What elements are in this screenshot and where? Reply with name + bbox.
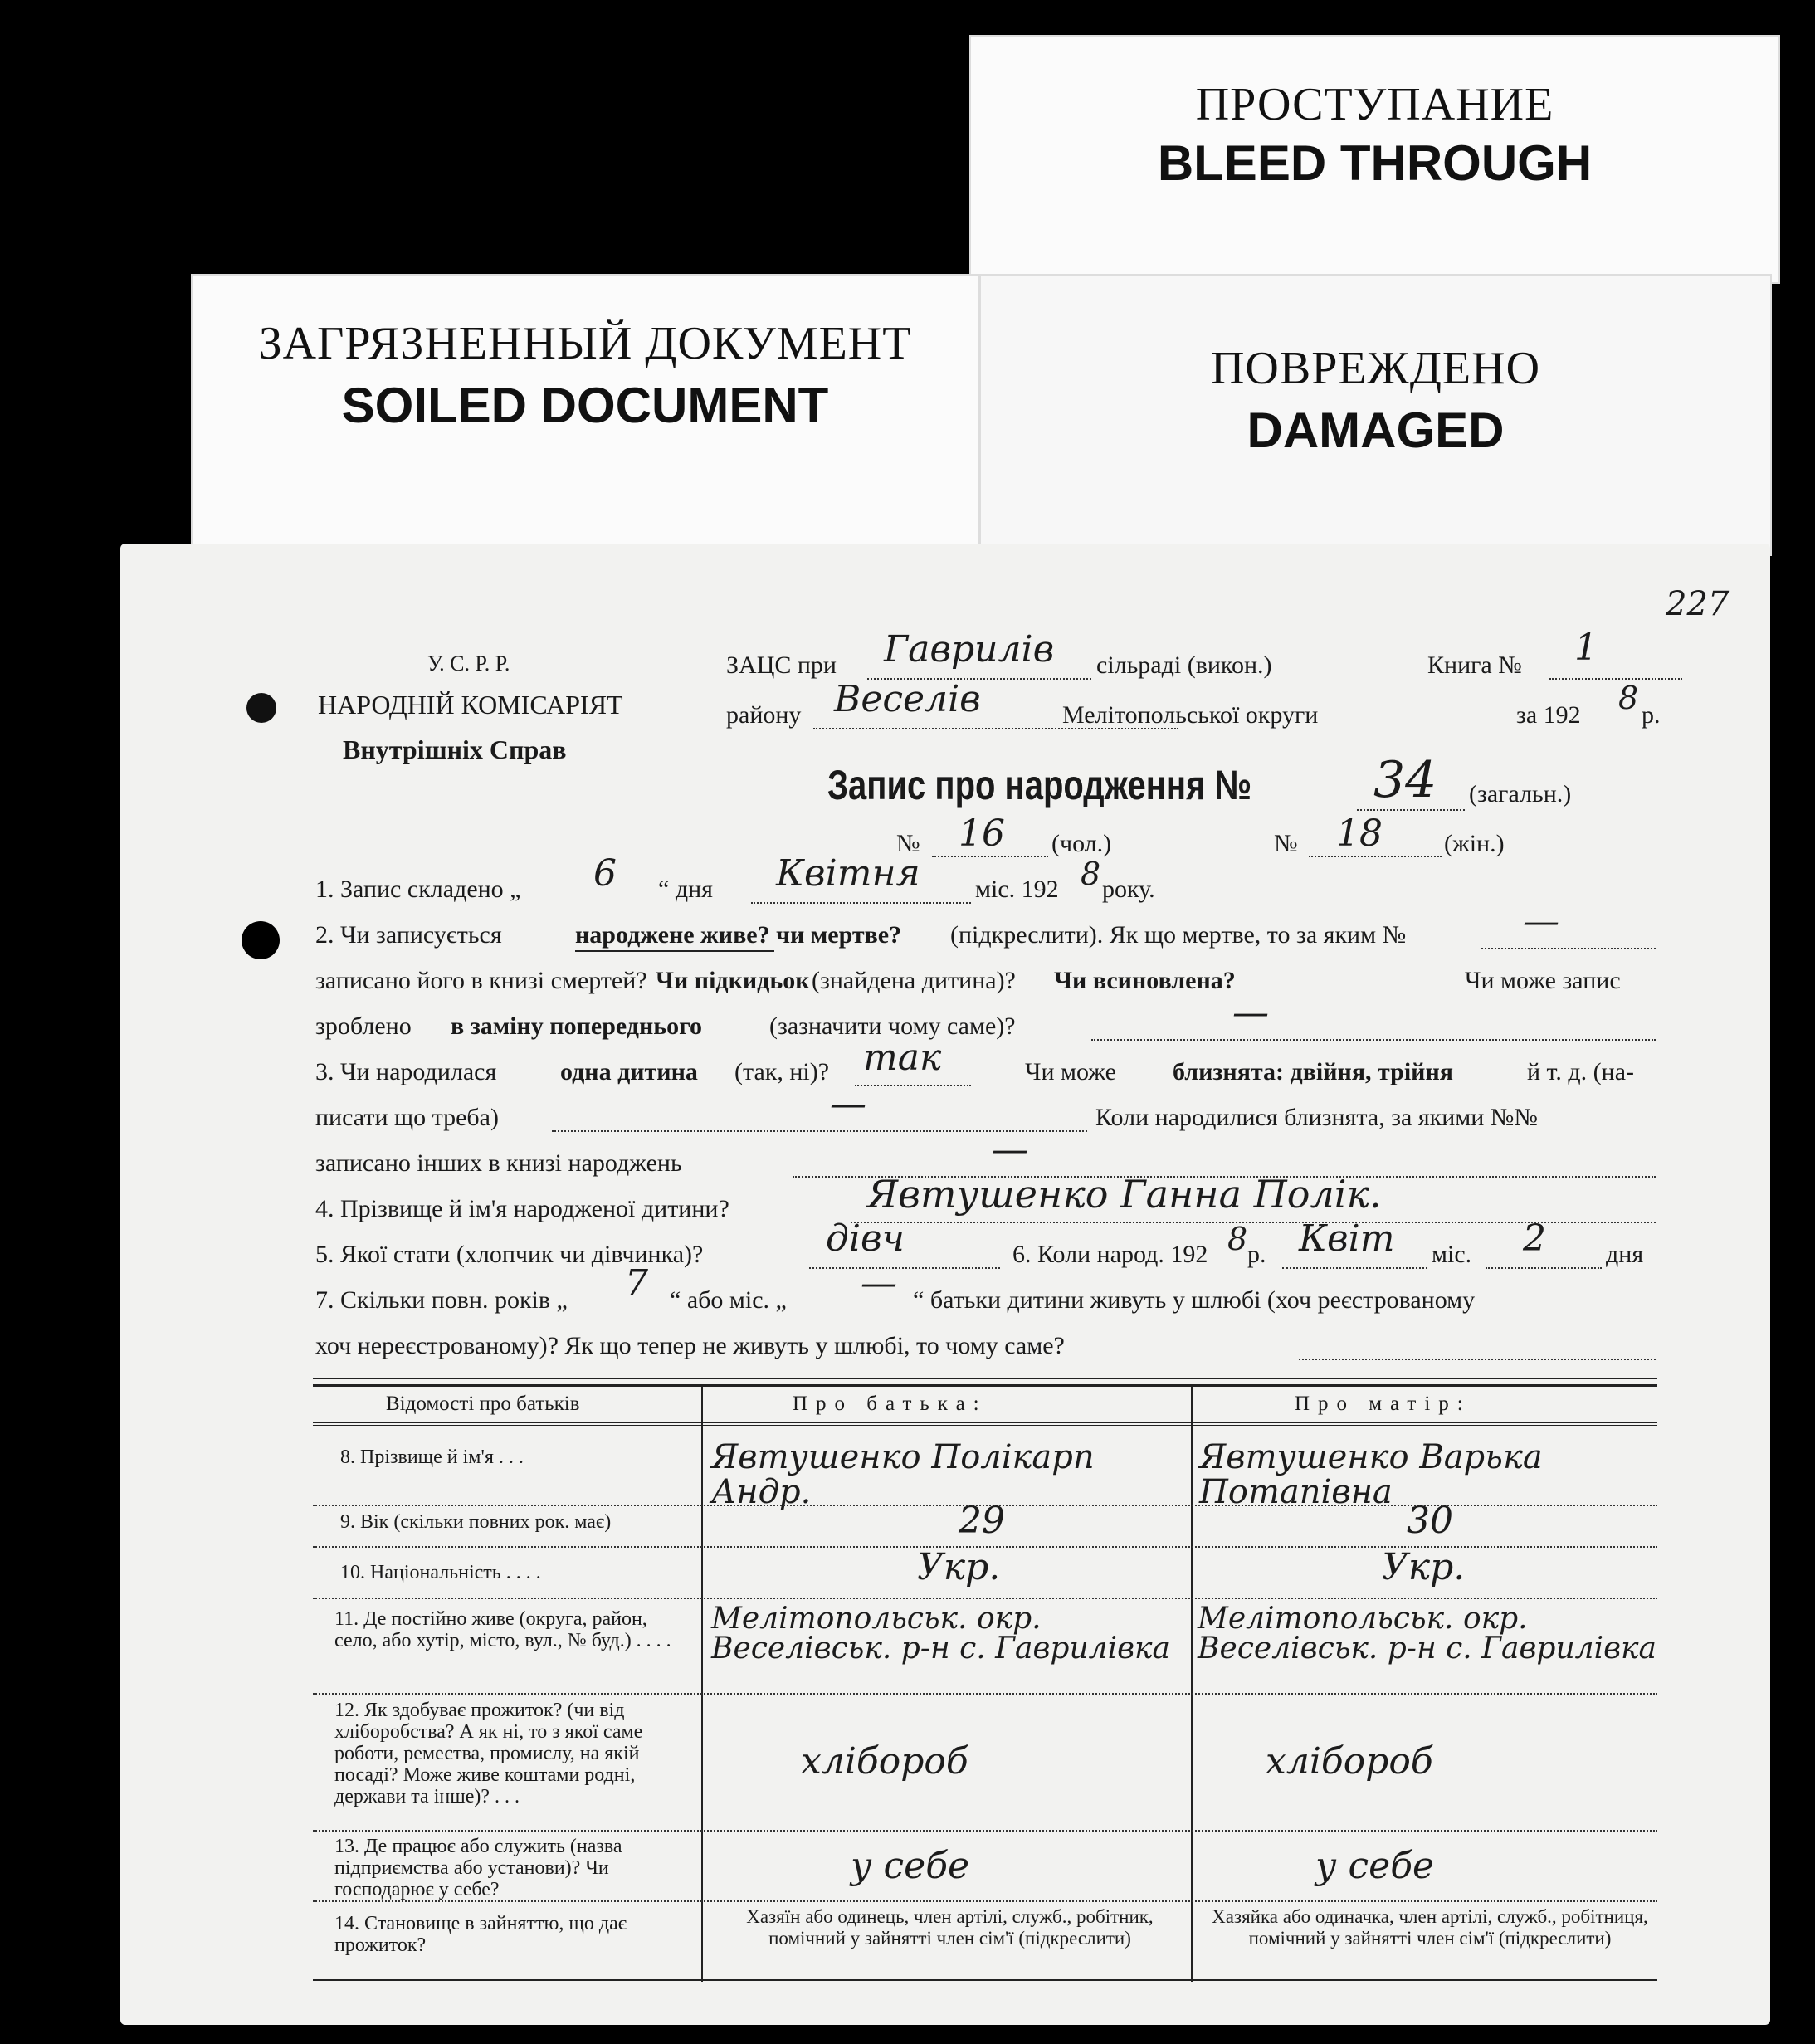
- record-title: Запис про народження №: [827, 762, 1252, 808]
- q3-line3: записано інших в книзі народжень: [315, 1149, 682, 1177]
- row11-mother: Мелітопольськ. окр. Веселівськ. р-н с. Гаврилівка: [1198, 1602, 1657, 1666]
- q6-month-label: міс.: [1432, 1241, 1472, 1268]
- row-divider: [313, 1598, 1657, 1599]
- q3-label: 3. Чи народилася: [315, 1058, 497, 1085]
- male-no-label: №: [896, 830, 920, 857]
- q3-line3-value: —: [992, 1129, 1028, 1171]
- birth-record-form: [120, 544, 1770, 2025]
- row9-label: 9. Вік (скільки повних рок. має): [340, 1511, 612, 1533]
- q6-month: Квіт: [1299, 1217, 1395, 1260]
- village-value: Гаврилів: [884, 628, 1055, 671]
- table-rule: [313, 1384, 1657, 1387]
- row12-mother: хлібороб: [1266, 1740, 1433, 1783]
- q3-d: Чи може: [1025, 1058, 1116, 1085]
- bleed-through-label: [969, 35, 1780, 284]
- zags-prefix: ЗАЦС при: [726, 651, 837, 679]
- org-commissariat: НАРОДНІЙ КОМІСАРІЯТ: [318, 690, 623, 720]
- punch-hole: [246, 693, 276, 723]
- soiled-document-label: [191, 274, 979, 556]
- q2-underline: [575, 950, 774, 952]
- table-col-divider: [1191, 1384, 1193, 1982]
- q6-year-digit: 8: [1227, 1221, 1248, 1257]
- q1-month: Квітня: [776, 852, 920, 895]
- q6-month-line: [1282, 1267, 1427, 1269]
- selrada-label: сільраді (викон.): [1096, 651, 1272, 679]
- year-suffix: р.: [1642, 701, 1661, 729]
- org-ussr: У. С. Р. Р.: [427, 651, 510, 676]
- row10-father: Укр.: [917, 1546, 1001, 1588]
- q2-line2-a: записано його в книзі смертей?: [315, 967, 647, 994]
- row-divider: [313, 1830, 1657, 1832]
- row14-label: 14. Становище в зайняттю, що дає прожиток?: [334, 1913, 627, 1956]
- row8-father: Явтушенко Полікарп Андр.: [711, 1438, 1095, 1511]
- q2-line2-e: Чи може запис: [1465, 967, 1621, 994]
- q2-adopted: Чи всиновлена?: [1054, 967, 1236, 994]
- q2-line2-c: (знайдена дитина)?: [812, 967, 1016, 994]
- q3-line2-value: —: [830, 1083, 866, 1125]
- female-no-label: №: [1274, 830, 1298, 857]
- q2-death-line: [1481, 948, 1656, 949]
- q7-line2-line: [1299, 1359, 1656, 1360]
- q7-months-label: “ або міс. „: [670, 1286, 787, 1314]
- rayon-label: району: [726, 701, 802, 729]
- male-number: 16: [959, 812, 1005, 855]
- q2-line3-line: [1091, 1039, 1656, 1041]
- soiled-document-ru: ЗАГРЯЗНЕННЫЙ ДОКУМЕНТ: [258, 318, 912, 369]
- q4-value: Явтушенко Ганна Полік.: [867, 1172, 1382, 1217]
- rayon-value: Веселів: [834, 678, 981, 720]
- male-label: (чол.): [1051, 830, 1112, 857]
- damaged-ru: ПОВРЕЖДЕНО: [1210, 343, 1541, 394]
- q7-label: 7. Скільки повн. років „: [315, 1286, 568, 1314]
- row8-mother: Явтушенко Варька Потапівна: [1199, 1438, 1543, 1511]
- q2-line3-value: —: [1232, 992, 1269, 1034]
- row11-label: 11. Де постійно живе (округа, район, село, або хутір, місто, вул., № буд.) . . . .: [334, 1608, 671, 1651]
- q4-label: 4. Прізвище й ім'я народженої дитини?: [315, 1195, 729, 1222]
- table-bottom-rule: [313, 1979, 1657, 1981]
- row14-father: Хазяїн або одинець, член артілі, служб., робітник, помічний у зайнятті член сім'ї (підкреслити): [746, 1906, 1154, 1949]
- row13-father: у себе: [851, 1845, 970, 1887]
- row8-label: 8. Прізвище й ім'я . . .: [340, 1446, 524, 1468]
- q6-year-suffix: р.: [1247, 1241, 1266, 1268]
- male-no-line: [932, 856, 1048, 857]
- punch-hole: [242, 921, 280, 959]
- row10-mother: Укр.: [1382, 1546, 1466, 1588]
- q1-day: 6: [593, 852, 617, 895]
- row9-mother: 30: [1407, 1500, 1453, 1542]
- table-rule: [313, 1425, 1657, 1426]
- q1-label: 1. Запис складено „: [315, 876, 521, 903]
- soiled-document-en: SOILED DOCUMENT: [341, 378, 829, 433]
- q3-line2-b: Коли народилися близнята, за якими №№: [1095, 1104, 1539, 1131]
- q3-line2-a: писати що треба): [315, 1104, 499, 1131]
- q3-yes-no: (так, ні)?: [734, 1058, 830, 1085]
- okruha-label: Мелітопольської округи: [1062, 701, 1319, 729]
- row-divider: [313, 1693, 1657, 1695]
- q2-foundling: Чи підкидьок: [656, 967, 810, 994]
- female-number: 18: [1336, 812, 1383, 855]
- q7-line2: хоч нереєстрованому)? Як що тепер не живуть у шлюбі, то чому саме?: [315, 1332, 1065, 1359]
- table-col-divider: [701, 1384, 703, 1982]
- q2-line3-a: зроблено: [315, 1012, 412, 1040]
- bleed-through-ru: ПРОСТУПАНИЕ: [1195, 79, 1554, 130]
- q6-day: 2: [1523, 1217, 1546, 1260]
- table-rule: [313, 1378, 1657, 1379]
- q6-label: 6. Коли народ. 192: [1012, 1241, 1208, 1268]
- q1-year-suffix: року.: [1102, 876, 1155, 903]
- q2-death-value: —: [1523, 900, 1559, 943]
- q3-line: [855, 1085, 971, 1086]
- q7-c: “ батьки дитини живуть у шлюбі (хоч реєстрованому: [913, 1286, 1476, 1314]
- q1-year-label: міс. 192: [975, 876, 1059, 903]
- q1-day-suffix: “ дня: [658, 876, 713, 903]
- row12-label: 12. Як здобуває прожиток? (чи від хліборобства? А як ні, то з якої саме роботи, ремества, промислу, на якій посаді? Може живе коштами родні, держави та інше)? . . .: [334, 1700, 643, 1807]
- q6-day-line: [1486, 1267, 1602, 1269]
- q2-label: 2. Чи записується: [315, 921, 502, 949]
- q1-month-line: [751, 902, 971, 904]
- row10-label: 10. Національність . . . .: [340, 1562, 541, 1583]
- q5-value: дівч: [826, 1217, 905, 1260]
- female-no-line: [1309, 856, 1442, 857]
- female-label: (жін.): [1444, 830, 1505, 857]
- table-header-father: Про батька:: [793, 1393, 988, 1415]
- q2-replacement: в заміну попереднього: [451, 1012, 703, 1040]
- row11-father: Мелітопольськ. окр. Веселівськ. р-н с. Гаврилівка: [711, 1602, 1171, 1666]
- page-number: 227: [1666, 585, 1730, 623]
- record-number-line: [1357, 809, 1465, 811]
- row14-mother: Хазяйка або одиначка, член артілі, служб., робітниця, помічний у зайнятті член сім'ї (підкреслити): [1212, 1906, 1648, 1949]
- row12-father: хлібороб: [801, 1740, 968, 1783]
- q3-f: й т. д. (на-: [1527, 1058, 1635, 1085]
- total-label: (загальн.): [1469, 780, 1572, 807]
- bleed-through-en: BLEED THROUGH: [1157, 135, 1593, 191]
- book-line: [1549, 678, 1682, 680]
- org-internal-affairs: Внутрішніх Справ: [343, 734, 567, 764]
- book-number: 1: [1574, 627, 1598, 669]
- record-number: 34: [1373, 751, 1437, 809]
- q2-alive-dead: народжене живе? чи мертве?: [575, 921, 902, 949]
- damaged-en: DAMAGED: [1247, 402, 1505, 458]
- row13-label: 13. Де працює або служить (назва підприємства або установи)? Чи господарює у себе?: [334, 1836, 622, 1900]
- row9-father: 29: [959, 1500, 1005, 1542]
- row-divider: [313, 1900, 1657, 1902]
- year-digit: 8: [1618, 680, 1639, 716]
- table-header-info: Відомості про батьків: [386, 1393, 580, 1415]
- q2-death-label: (підкреслити). Як що мертве, то за яким №: [950, 921, 1407, 949]
- book-label: Книга №: [1427, 651, 1522, 679]
- table-header-mother: Про матір:: [1295, 1393, 1471, 1415]
- q2-line3-c: (зазначити чому саме)?: [769, 1012, 1016, 1040]
- table-rule: [313, 1422, 1657, 1423]
- year-label: за 192: [1516, 701, 1581, 729]
- q3-value: так: [863, 1037, 942, 1079]
- q3-twins: близнята: двійня, трійня: [1173, 1058, 1453, 1085]
- q7-years: 7: [625, 1262, 648, 1305]
- row13-mother: у себе: [1315, 1845, 1435, 1887]
- q1-year-digit: 8: [1081, 856, 1101, 892]
- q7-months: —: [861, 1262, 897, 1305]
- q5-line: [809, 1267, 1000, 1269]
- q5-label: 5. Якої стати (хлопчик чи дівчинка)?: [315, 1241, 704, 1268]
- q6-day-label: дня: [1606, 1241, 1644, 1268]
- damaged-label: [979, 274, 1772, 556]
- q3-one-child: одна дитина: [560, 1058, 698, 1085]
